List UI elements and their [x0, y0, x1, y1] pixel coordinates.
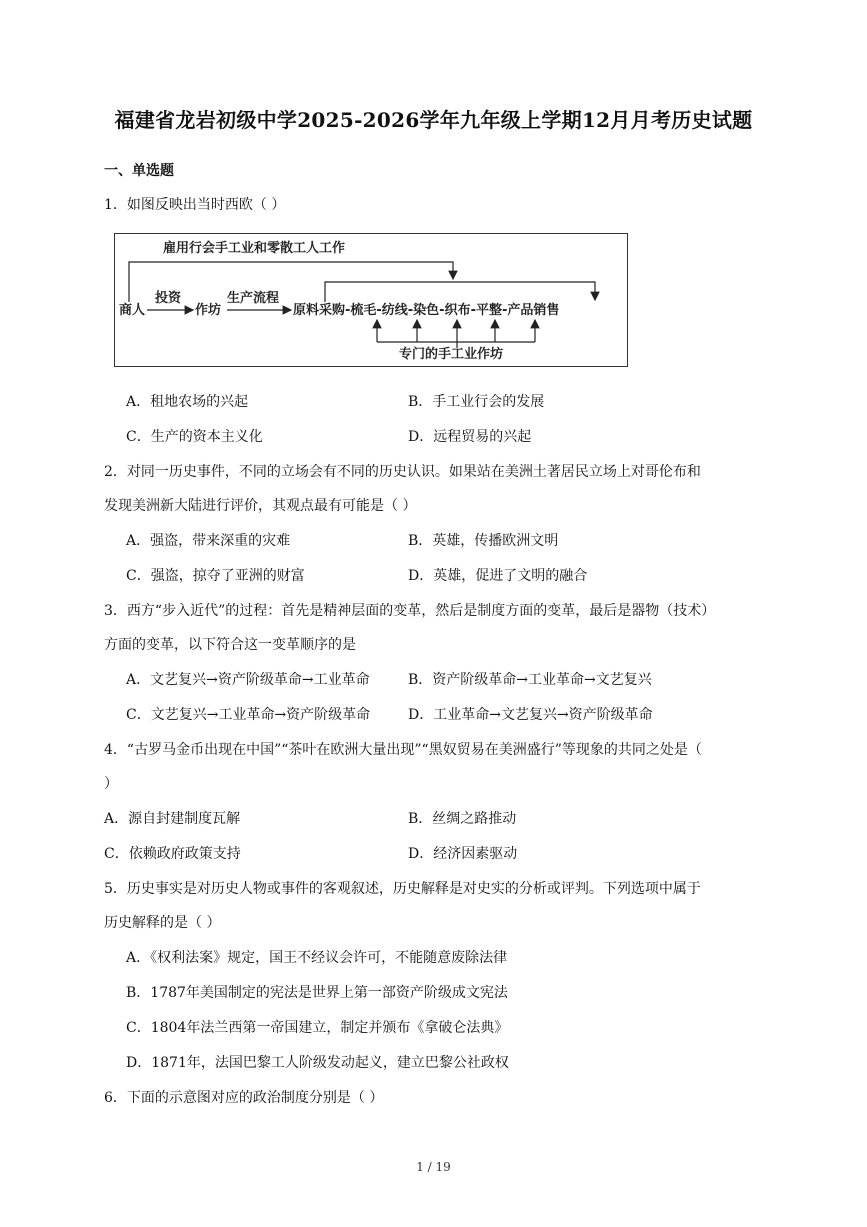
question-2-stem-line1: 2．对同一历史事件，不同的立场会有不同的历史认识。如果站在美洲土著居民立场上对哥伦布和 — [104, 464, 701, 480]
q4-option-c[interactable]: C．依赖政府政策支持 — [104, 846, 241, 862]
question-2-stem-line2: 发现美洲新大陆进行评价，其观点最有可能是（ ） — [104, 498, 417, 514]
diagram-chain: 原料采购-梳毛-纺线-染色-织布-平整-产品销售 — [293, 303, 560, 318]
question-3-stem-line1: 3．西方“步入近代”的过程：首先是精神层面的变革，然后是制度方面的变革，最后是器物（技术） — [104, 603, 716, 619]
q1-option-c[interactable]: C．生产的资本主义化 — [126, 429, 263, 445]
q2-option-a[interactable]: A．强盗，带来深重的灾难 — [126, 533, 291, 549]
q3-option-b[interactable]: B．资产阶级革命→工业革命→文艺复兴 — [408, 672, 652, 688]
section-heading: 一、单选题 — [104, 163, 174, 179]
question-3-stem-line2: 方面的变革，以下符合这一变革顺序的是 — [104, 637, 356, 653]
q5-option-b[interactable]: B．1787年美国制定的宪法是世界上第一部资产阶级成文宪法 — [126, 985, 508, 1001]
page-title: 福建省龙岩初级中学2025-2026学年九年级上学期12月月考历史试题 — [114, 108, 753, 132]
q4-option-b[interactable]: B．丝绸之路推动 — [408, 811, 517, 827]
q5-option-d[interactable]: D．1871年，法国巴黎工人阶级发动起义，建立巴黎公社政权 — [126, 1055, 509, 1071]
q3-option-c[interactable]: C．文艺复兴→工业革命→资产阶级革命 — [126, 707, 371, 723]
q5-option-c[interactable]: C．1804年法兰西第一帝国建立，制定并颁布《拿破仑法典》 — [126, 1020, 509, 1036]
question-4-stem-line1: 4．“古罗马金币出现在中国”“茶叶在欧洲大量出现”“黑奴贸易在美洲盛行”等现象的共同之处是（ — [104, 742, 702, 758]
question-6-stem: 6．下面的示意图对应的政治制度分别是（ ） — [104, 1090, 384, 1106]
diagram-bottom-label: 专门的手工业作坊 — [399, 347, 504, 362]
question-5-stem-line1: 5．历史事实是对历史人物或事件的客观叙述，历史解释是对史实的分析或评判。下列选项中属于 — [104, 881, 701, 897]
question-5-stem-line2: 历史解释的是（ ） — [104, 915, 221, 931]
q1-option-b[interactable]: B．手工业行会的发展 — [408, 394, 545, 410]
q4-option-d[interactable]: D．经济因素驱动 — [408, 846, 518, 862]
diagram-workshop: 作坊 — [195, 303, 222, 318]
diagram-invest: 投资 — [155, 291, 182, 306]
diagram-top-label: 雇用行会手工业和零散工人工作 — [163, 241, 346, 256]
question-4-stem-line2: ） — [104, 776, 118, 792]
q2-option-b[interactable]: B．英雄，传播欧洲文明 — [408, 533, 559, 549]
sales-arrow — [325, 282, 595, 302]
q1-option-d[interactable]: D．远程贸易的兴起 — [408, 429, 532, 445]
question-1-stem: 1．如图反映出当时西欧（ ） — [104, 197, 286, 213]
diagram-process: 生产流程 — [227, 291, 280, 306]
page-number: 1 / 19 — [416, 1160, 451, 1174]
q4-option-a[interactable]: A．源自封建制度瓦解 — [104, 811, 241, 827]
q5-option-a[interactable]: A．《权利法案》规定，国王不经议会许可，不能随意废除法律 — [126, 950, 508, 966]
q2-option-d[interactable]: D．英雄，促进了文明的融合 — [408, 568, 588, 584]
q1-option-a[interactable]: A．租地农场的兴起 — [126, 394, 249, 410]
q3-option-a[interactable]: A．文艺复兴→资产阶级革命→工业革命 — [126, 672, 370, 688]
production-flow-diagram — [114, 233, 628, 367]
q2-option-c[interactable]: C．强盗，掠夺了亚洲的财富 — [126, 568, 305, 584]
diagram-merchant: 商人 — [119, 303, 146, 318]
q3-option-d[interactable]: D．工业革命→文艺复兴→资产阶级革命 — [408, 707, 653, 723]
